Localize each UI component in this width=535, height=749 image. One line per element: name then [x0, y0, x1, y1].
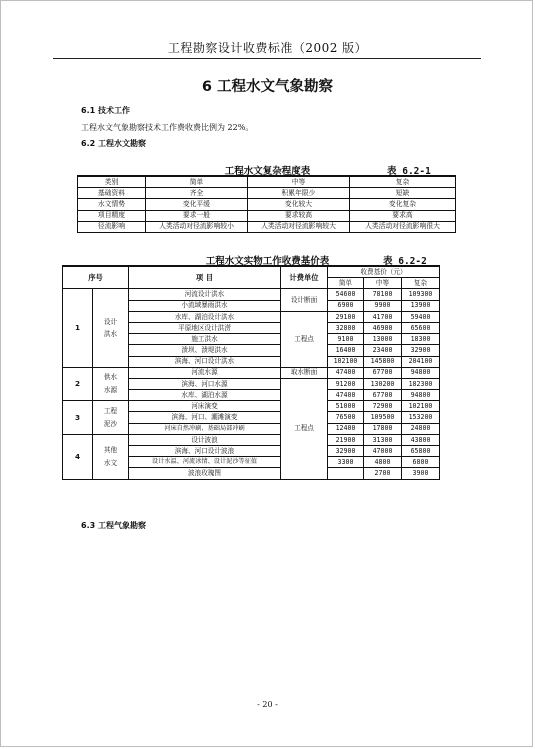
table-cell: 基础资料 — [78, 188, 146, 199]
unit-cell: 取水断面 — [281, 367, 328, 378]
unit-cell: 设计断面 — [281, 289, 328, 311]
item-cell: 滨海、河口水源 — [129, 378, 281, 389]
value-cell: 109500 — [364, 412, 402, 423]
group-name: 供水 水源 — [93, 367, 129, 401]
value-cell: 41700 — [364, 311, 402, 322]
table-header-row — [78, 176, 456, 188]
table1-caption: 工程水文复杂程度表 — [224, 166, 311, 177]
group-name: 其他 水文 — [93, 434, 129, 479]
value-cell: 9100 — [328, 334, 364, 345]
value-cell: 21900 — [328, 434, 364, 445]
value-cell: 182300 — [402, 378, 440, 389]
item-cell: 平原地区设计洪涝 — [129, 322, 281, 333]
group-name: 工程 泥沙 — [93, 401, 129, 435]
value-cell: 51000 — [328, 401, 364, 412]
item-cell: 设计波浪 — [129, 434, 281, 445]
page-number: - 20 - — [257, 700, 278, 709]
unit-cell: 工程点 — [281, 311, 328, 367]
table-cell: 要求较高 — [248, 210, 350, 221]
section-6-2-heading: 6.2 工程水文勘察 — [81, 139, 146, 148]
unit-cell: 工程点 — [281, 378, 328, 479]
table-cell: 积累年限少 — [248, 188, 350, 199]
value-cell: 67700 — [364, 390, 402, 401]
table-header-cell: 中等 — [248, 176, 350, 188]
item-cell: 波浪玫瑰图 — [129, 468, 281, 479]
value-cell: 47000 — [364, 446, 402, 457]
header-level-medium: 中等 — [364, 278, 402, 289]
item-cell: 河床演变 — [129, 401, 281, 412]
value-cell: 2700 — [364, 468, 402, 479]
value-cell: 6900 — [328, 300, 364, 311]
table-cell: 人类活动对径流影响较大 — [248, 221, 350, 232]
running-header: 工程勘察设计收费标准（2002 版） — [167, 41, 368, 55]
table-row — [78, 221, 456, 232]
value-cell: 59400 — [402, 311, 440, 322]
item-cell: 设计水温、河流冰情、设计泥沙等征值 — [129, 457, 281, 468]
group-seq: 3 — [63, 401, 93, 435]
value-cell: 32800 — [328, 322, 364, 333]
item-cell: 水库、湖泊水源 — [129, 390, 281, 401]
item-cell: 河床自然冲刷、基础局部冲刷 — [129, 423, 281, 434]
item-cell: 滨海、河口、潮滩演变 — [129, 412, 281, 423]
table1-number: 表 6.2-1 — [387, 166, 431, 177]
group-name: 设计 洪水 — [93, 289, 129, 367]
header-level-complex: 复杂 — [402, 278, 440, 289]
value-cell: 145800 — [364, 356, 402, 367]
item-cell: 水库、湖泊设计洪水 — [129, 311, 281, 322]
table-header-cell: 简单 — [146, 176, 248, 188]
value-cell: 4800 — [364, 457, 402, 468]
value-cell: 102100 — [402, 401, 440, 412]
value-cell: 130200 — [364, 378, 402, 389]
value-cell: 13900 — [402, 300, 440, 311]
chapter-title: 6 工程水文气象勘察 — [201, 79, 334, 95]
value-cell: 17800 — [364, 423, 402, 434]
table-header-cell: 复杂 — [350, 176, 456, 188]
value-cell: 109300 — [402, 289, 440, 300]
header-level-simple: 简单 — [328, 278, 364, 289]
item-cell: 滨海、河口设计洪水 — [129, 356, 281, 367]
value-cell: 13000 — [364, 334, 402, 345]
header-rule — [53, 58, 481, 59]
value-cell: 94800 — [402, 390, 440, 401]
group-seq: 2 — [63, 367, 93, 401]
value-cell: 31300 — [364, 434, 402, 445]
value-cell: 65800 — [402, 446, 440, 457]
value-cell: 67700 — [364, 367, 402, 378]
item-cell: 小流域暴雨洪水 — [129, 300, 281, 311]
table-cell: 水文情势 — [78, 199, 146, 210]
value-cell: 43800 — [402, 434, 440, 445]
table-cell: 径流影响 — [78, 221, 146, 232]
table-row — [78, 199, 456, 210]
table-row — [63, 289, 440, 300]
value-cell: 16400 — [328, 345, 364, 356]
header-unit: 计费单位 — [281, 266, 328, 289]
value-cell: 47400 — [328, 367, 364, 378]
value-cell: 94800 — [402, 367, 440, 378]
section-6-1-heading: 6.1 技术工作 — [81, 106, 130, 115]
group-seq: 1 — [63, 289, 93, 367]
value-cell: 6800 — [402, 457, 440, 468]
unit-cell-empty — [328, 468, 364, 479]
value-cell: 32900 — [328, 446, 364, 457]
value-cell: 76500 — [328, 412, 364, 423]
table-cell: 人类活动对径流影响较小 — [146, 221, 248, 232]
header-item: 项 目 — [129, 266, 281, 289]
item-cell: 施工洪水 — [129, 334, 281, 345]
value-cell: 78100 — [364, 289, 402, 300]
item-cell: 河流设计洪水 — [129, 289, 281, 300]
table-row — [63, 401, 440, 412]
value-cell: 47400 — [328, 390, 364, 401]
fee-table — [62, 265, 440, 480]
section-6-1-paragraph: 工程水文气象勘察技术工作费收费比例为 22%。 — [81, 123, 254, 132]
table-row — [63, 367, 440, 378]
value-cell: 102100 — [328, 356, 364, 367]
table2-caption: 工程水文实物工作收费基价表 — [205, 256, 330, 267]
value-cell: 153200 — [402, 412, 440, 423]
table-row — [78, 210, 456, 221]
value-cell: 91200 — [328, 378, 364, 389]
value-cell: 72900 — [364, 401, 402, 412]
value-cell: 54600 — [328, 289, 364, 300]
section-6-3-heading: 6.3 工程气象勘察 — [81, 521, 146, 530]
table-row — [63, 434, 440, 445]
table-cell: 变化复杂 — [350, 199, 456, 210]
table2-number: 表 6.2-2 — [383, 256, 427, 267]
value-cell: 18300 — [402, 334, 440, 345]
value-cell: 9900 — [364, 300, 402, 311]
complexity-table — [77, 175, 456, 233]
table-row — [78, 188, 456, 199]
table-cell: 变化较大 — [248, 199, 350, 210]
value-cell: 65600 — [402, 322, 440, 333]
item-cell: 河流水源 — [129, 367, 281, 378]
item-cell: 滨海、河口设计波浪 — [129, 446, 281, 457]
table-cell: 人类活动对径流影响很大 — [350, 221, 456, 232]
group-seq: 4 — [63, 434, 93, 479]
value-cell: 29100 — [328, 311, 364, 322]
table-header-row — [63, 266, 440, 278]
value-cell: 204100 — [402, 356, 440, 367]
value-cell: 32900 — [402, 345, 440, 356]
table-cell: 要求高 — [350, 210, 456, 221]
value-cell: 3900 — [402, 468, 440, 479]
value-cell: 3300 — [328, 457, 364, 468]
table-cell: 要求一般 — [146, 210, 248, 221]
table-cell: 项目精度 — [78, 210, 146, 221]
table-header-cell: 类别 — [78, 176, 146, 188]
value-cell: 12400 — [328, 423, 364, 434]
value-cell: 24800 — [402, 423, 440, 434]
table-cell: 齐全 — [146, 188, 248, 199]
table-cell: 短缺 — [350, 188, 456, 199]
item-cell: 溃坝、溃堤洪水 — [129, 345, 281, 356]
header-seq: 序号 — [63, 266, 129, 289]
header-price: 收费基价（元） — [328, 266, 440, 278]
value-cell: 46900 — [364, 322, 402, 333]
table-cell: 变化平缓 — [146, 199, 248, 210]
value-cell: 23400 — [364, 345, 402, 356]
